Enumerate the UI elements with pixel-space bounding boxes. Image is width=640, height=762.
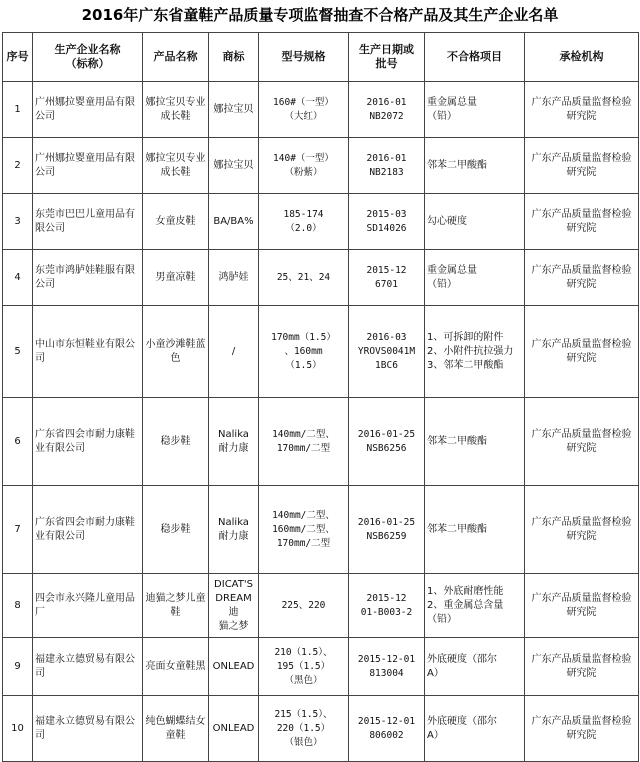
- inspection-org-cell: 广东产品质量监督检验研究院: [525, 574, 639, 638]
- model-spec-cell: 170mm（1.5） 、160mm （1.5）: [259, 306, 349, 398]
- row-index-cell: 5: [3, 306, 33, 398]
- inspection-org-cell: 广东产品质量监督检验研究院: [525, 138, 639, 194]
- brand-cell: 娜拉宝贝: [209, 138, 259, 194]
- row-index-cell: 8: [3, 574, 33, 638]
- brand-cell: Nalika 耐力康: [209, 398, 259, 486]
- row-index-cell: 7: [3, 486, 33, 574]
- header-product: 产品名称: [143, 33, 209, 82]
- table-row: [3, 306, 639, 398]
- inspection-org-cell: 广东产品质量监督检验研究院: [525, 638, 639, 696]
- company-name-cell: 广东省四会市耐力康鞋业有限公司: [33, 398, 143, 486]
- date-batch-cell: 2015-03 SD14026: [349, 194, 425, 250]
- model-spec-cell: 140mm/二型、 160mm/二型、 170mm/二型: [259, 486, 349, 574]
- model-spec-cell: 160#（一型） （大红）: [259, 82, 349, 138]
- product-name-cell: 亮面女童鞋黑: [143, 638, 209, 696]
- company-name-cell: 福建永立德贸易有限公司: [33, 638, 143, 696]
- header-company: 生产企业名称 （标称）: [33, 33, 143, 82]
- table-row: [3, 82, 639, 138]
- header-date-batch: 生产日期或 批号: [349, 33, 425, 82]
- failed-items-cell: 勾心硬度: [425, 194, 525, 250]
- table-row: [3, 574, 639, 638]
- date-batch-cell: 2015-12 01-B003-2: [349, 574, 425, 638]
- product-name-cell: 娜拉宝贝专业成长鞋: [143, 138, 209, 194]
- date-batch-cell: 2016-03 YROVS0041M 1BC6: [349, 306, 425, 398]
- product-name-cell: 娜拉宝贝专业成长鞋: [143, 82, 209, 138]
- inspection-org-cell: 广东产品质量监督检验研究院: [525, 194, 639, 250]
- company-name-cell: 广东省四会市耐力康鞋业有限公司: [33, 486, 143, 574]
- inspection-org-cell: 广东产品质量监督检验研究院: [525, 398, 639, 486]
- company-name-cell: 中山市东恒鞋业有限公司: [33, 306, 143, 398]
- header-failed-items: 不合格项目: [425, 33, 525, 82]
- company-name-cell: 东莞市巴巴儿童用品有限公司: [33, 194, 143, 250]
- product-name-cell: 小童沙滩鞋蓝色: [143, 306, 209, 398]
- brand-cell: /: [209, 306, 259, 398]
- table-row: [3, 194, 639, 250]
- inspection-org-cell: 广东产品质量监督检验研究院: [525, 82, 639, 138]
- table-row: [3, 486, 639, 574]
- inspection-org-cell: 广东产品质量监督检验研究院: [525, 250, 639, 306]
- failed-items-cell: 外底硬度（邵尔 A）: [425, 696, 525, 762]
- date-batch-cell: 2016-01-25 NSB6259: [349, 486, 425, 574]
- brand-cell: ONLEAD: [209, 638, 259, 696]
- company-name-cell: 东莞市鸿胪娃鞋服有限公司: [33, 250, 143, 306]
- header-brand: 商标: [209, 33, 259, 82]
- model-spec-cell: 215（1.5）、 220（1.5） （银色）: [259, 696, 349, 762]
- brand-cell: DICAT'S DREAM迪 猫之梦: [209, 574, 259, 638]
- table-row: [3, 398, 639, 486]
- product-name-cell: 女童皮鞋: [143, 194, 209, 250]
- product-name-cell: 稳步鞋: [143, 398, 209, 486]
- date-batch-cell: 2016-01-25 NSB6256: [349, 398, 425, 486]
- company-name-cell: 广州娜拉婴童用品有限公司: [33, 82, 143, 138]
- inspection-org-cell: 广东产品质量监督检验研究院: [525, 306, 639, 398]
- table-row: [3, 250, 639, 306]
- header-index: 序号: [3, 33, 33, 82]
- row-index-cell: 3: [3, 194, 33, 250]
- product-name-cell: 纯色蝴蝶结女童鞋: [143, 696, 209, 762]
- nonconforming-products-table: [2, 32, 639, 762]
- model-spec-cell: 210（1.5）、 195（1.5） （黑色）: [259, 638, 349, 696]
- model-spec-cell: 25、21、24: [259, 250, 349, 306]
- row-index-cell: 4: [3, 250, 33, 306]
- product-name-cell: 迪猫之梦儿童鞋: [143, 574, 209, 638]
- failed-items-cell: 邻苯二甲酸酯: [425, 138, 525, 194]
- table-row: [3, 638, 639, 696]
- product-name-cell: 稳步鞋: [143, 486, 209, 574]
- failed-items-cell: 1、外底耐磨性能 2、重金属总含量 （铅）: [425, 574, 525, 638]
- failed-items-cell: 外底硬度（邵尔 A）: [425, 638, 525, 696]
- table-header-row: [3, 33, 639, 82]
- header-inspector: 承检机构: [525, 33, 639, 82]
- failed-items-cell: 邻苯二甲酸酯: [425, 486, 525, 574]
- inspection-org-cell: 广东产品质量监督检验研究院: [525, 486, 639, 574]
- row-index-cell: 10: [3, 696, 33, 762]
- date-batch-cell: 2015-12-01 806002: [349, 696, 425, 762]
- failed-items-cell: 邻苯二甲酸酯: [425, 398, 525, 486]
- product-name-cell: 男童凉鞋: [143, 250, 209, 306]
- date-batch-cell: 2015-12-01 813004: [349, 638, 425, 696]
- date-batch-cell: 2015-12 6701: [349, 250, 425, 306]
- brand-cell: Nalika 耐力康: [209, 486, 259, 574]
- table-row: [3, 138, 639, 194]
- table-row: [3, 696, 639, 762]
- document-title: 2016年广东省童鞋产品质量专项监督抽查不合格产品及其生产企业名单: [81, 6, 559, 24]
- row-index-cell: 2: [3, 138, 33, 194]
- failed-items-cell: 重金属总量 （铅）: [425, 82, 525, 138]
- model-spec-cell: 225、220: [259, 574, 349, 638]
- row-index-cell: 1: [3, 82, 33, 138]
- failed-items-cell: 1、可拆卸的附件 2、小附件抗拉强力 3、邻苯二甲酸酯: [425, 306, 525, 398]
- inspection-org-cell: 广东产品质量监督检验研究院: [525, 696, 639, 762]
- brand-cell: 娜拉宝贝: [209, 82, 259, 138]
- row-index-cell: 9: [3, 638, 33, 696]
- brand-cell: 鸿胪娃: [209, 250, 259, 306]
- date-batch-cell: 2016-01 NB2183: [349, 138, 425, 194]
- model-spec-cell: 140#（一型） （粉紫）: [259, 138, 349, 194]
- failed-items-cell: 重金属总量 （铅）: [425, 250, 525, 306]
- row-index-cell: 6: [3, 398, 33, 486]
- date-batch-cell: 2016-01 NB2072: [349, 82, 425, 138]
- brand-cell: BA/BA%: [209, 194, 259, 250]
- company-name-cell: 福建永立德贸易有限公司: [33, 696, 143, 762]
- model-spec-cell: 185-174 （2.0）: [259, 194, 349, 250]
- header-model: 型号规格: [259, 33, 349, 82]
- model-spec-cell: 140mm/二型、 170mm/二型: [259, 398, 349, 486]
- company-name-cell: 四会市永兴隆儿童用品厂: [33, 574, 143, 638]
- company-name-cell: 广州娜拉婴童用品有限公司: [33, 138, 143, 194]
- brand-cell: ONLEAD: [209, 696, 259, 762]
